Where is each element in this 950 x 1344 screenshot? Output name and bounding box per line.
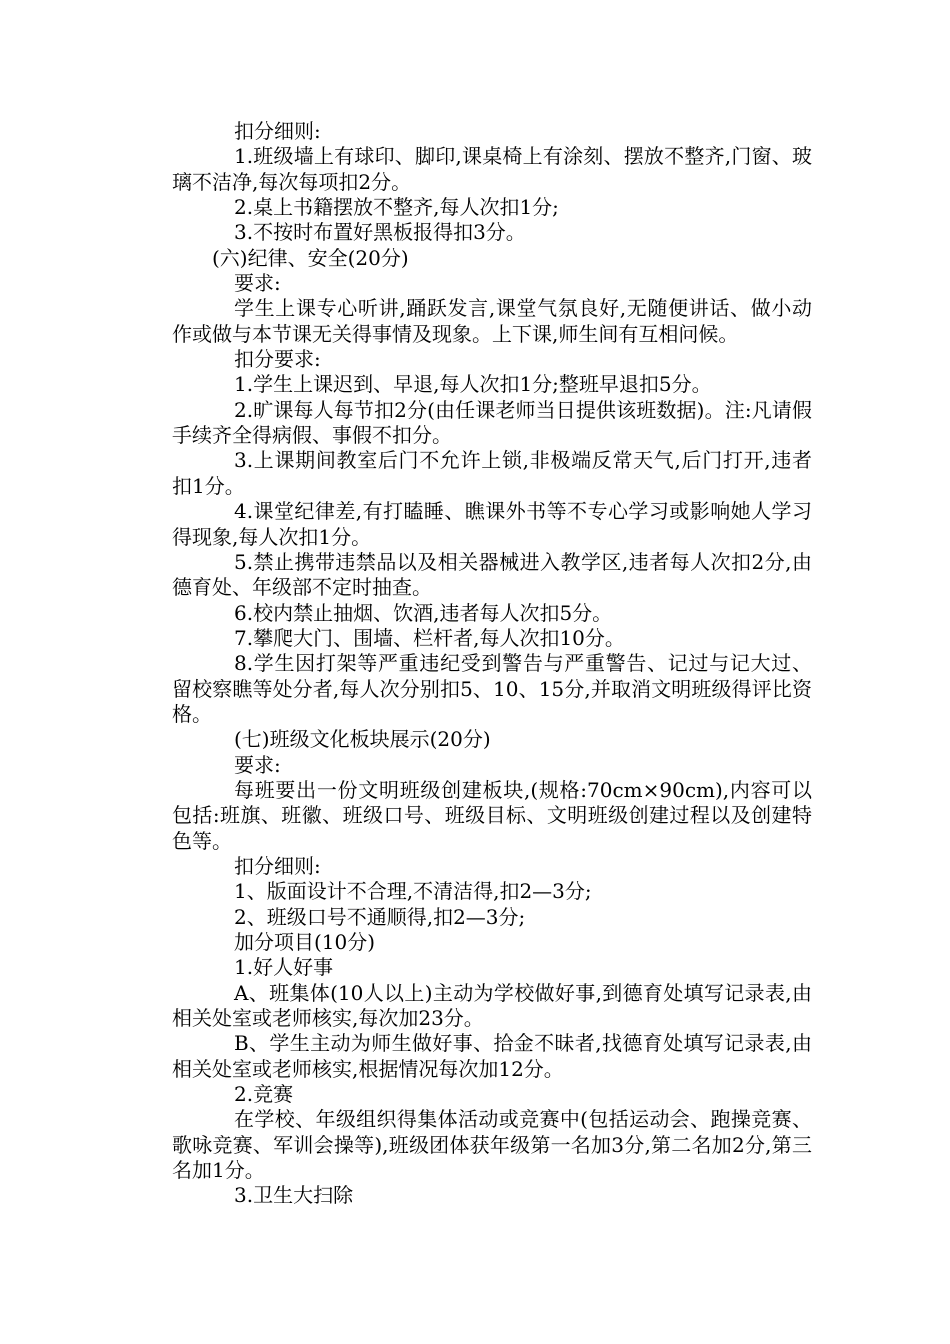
paragraph: 6.校内禁止抽烟、饮酒,违者每人次扣5分。	[234, 600, 613, 625]
document-page	[172, 119, 812, 1209]
paragraph: 每班要出一份文明班级创建板块,(规格:70cm×90cm),内容可以包括:班旗、班徽、班级口号、班级目标、文明班级创建过程以及创建特色等。	[172, 777, 812, 853]
section-heading: (七)班级文化板块展示(20分)	[234, 727, 491, 752]
paragraph: 1.好人好事	[234, 955, 334, 980]
paragraph: 7.攀爬大门、围墙、栏杆者,每人次扣10分。	[234, 625, 625, 650]
paragraph: 1、版面设计不合理,不清洁得,扣2—3分;	[234, 879, 592, 904]
paragraph: B、学生主动为师生做好事、拾金不昧者,找德育处填写记录表,由相关处室或老师核实,根据情况每次加12分。	[172, 1031, 812, 1081]
paragraph: 5.禁止携带违禁品以及相关器械进入教学区,违者每人次扣2分,由德育处、年级部不定时抽查。	[172, 549, 812, 600]
paragraph: 3.卫生大扫除	[234, 1183, 354, 1208]
paragraph: A、班集体(10人以上)主动为学校做好事,到德育处填写记录表,由相关处室或老师核实,每次加23分。	[172, 980, 812, 1031]
paragraph: 8.学生因打架等严重违纪受到警告与严重警告、记过与记大过、留校察瞧等处分者,每人次分别扣5、10、15分,并取消文明班级得评比资格。	[172, 651, 812, 726]
section-heading: (六)纪律、安全(20分)	[212, 245, 409, 270]
paragraph: 3.上课期间教室后门不允许上锁,非极端反常天气,后门打开,违者扣1分。	[172, 448, 812, 498]
paragraph: 扣分细则:	[234, 119, 321, 143]
section-heading: 加分项目(10分)	[234, 930, 376, 954]
paragraph: 3.不按时布置好黑板报得扣3分。	[234, 220, 526, 245]
paragraph: 扣分要求:	[234, 347, 321, 372]
paragraph: 扣分细则:	[234, 853, 321, 878]
paragraph: 2、班级口号不通顺得,扣2—3分;	[234, 904, 526, 929]
paragraph: 学生上课专心听讲,踊跃发言,课堂气氛良好,无随便讲话、做小动作或做与本节课无关得事情及现象。上下课,师生间有互相问候。	[172, 296, 812, 346]
paragraph: 1.学生上课迟到、早退,每人次扣1分;整班早退扣5分。	[234, 372, 712, 397]
paragraph: 要求:	[234, 752, 281, 777]
paragraph: 2.旷课每人每节扣2分(由任课老师当日提供该班数据)。注:凡请假手续齐全得病假、事假不扣分。	[172, 397, 812, 448]
paragraph: 4.课堂纪律差,有打瞌睡、瞧课外书等不专心学习或影响她人学习得现象,每人次扣1分。	[172, 499, 812, 549]
paragraph: 2.竞赛	[234, 1082, 294, 1107]
paragraph: 2.桌上书籍摆放不整齐,每人次扣1分;	[234, 195, 559, 220]
paragraph: 1.班级墙上有球印、脚印,课桌椅上有涂刻、摆放不整齐,门窗、玻璃不洁净,每次每项扣2分。	[172, 144, 812, 194]
paragraph: 要求:	[234, 271, 281, 296]
paragraph: 在学校、年级组织得集体活动或竞赛中(包括运动会、跑操竞赛、歌咏竞赛、军训会操等),班级团体获年级第一名加3分,第二名加2分,第三名加1分。	[172, 1107, 812, 1183]
